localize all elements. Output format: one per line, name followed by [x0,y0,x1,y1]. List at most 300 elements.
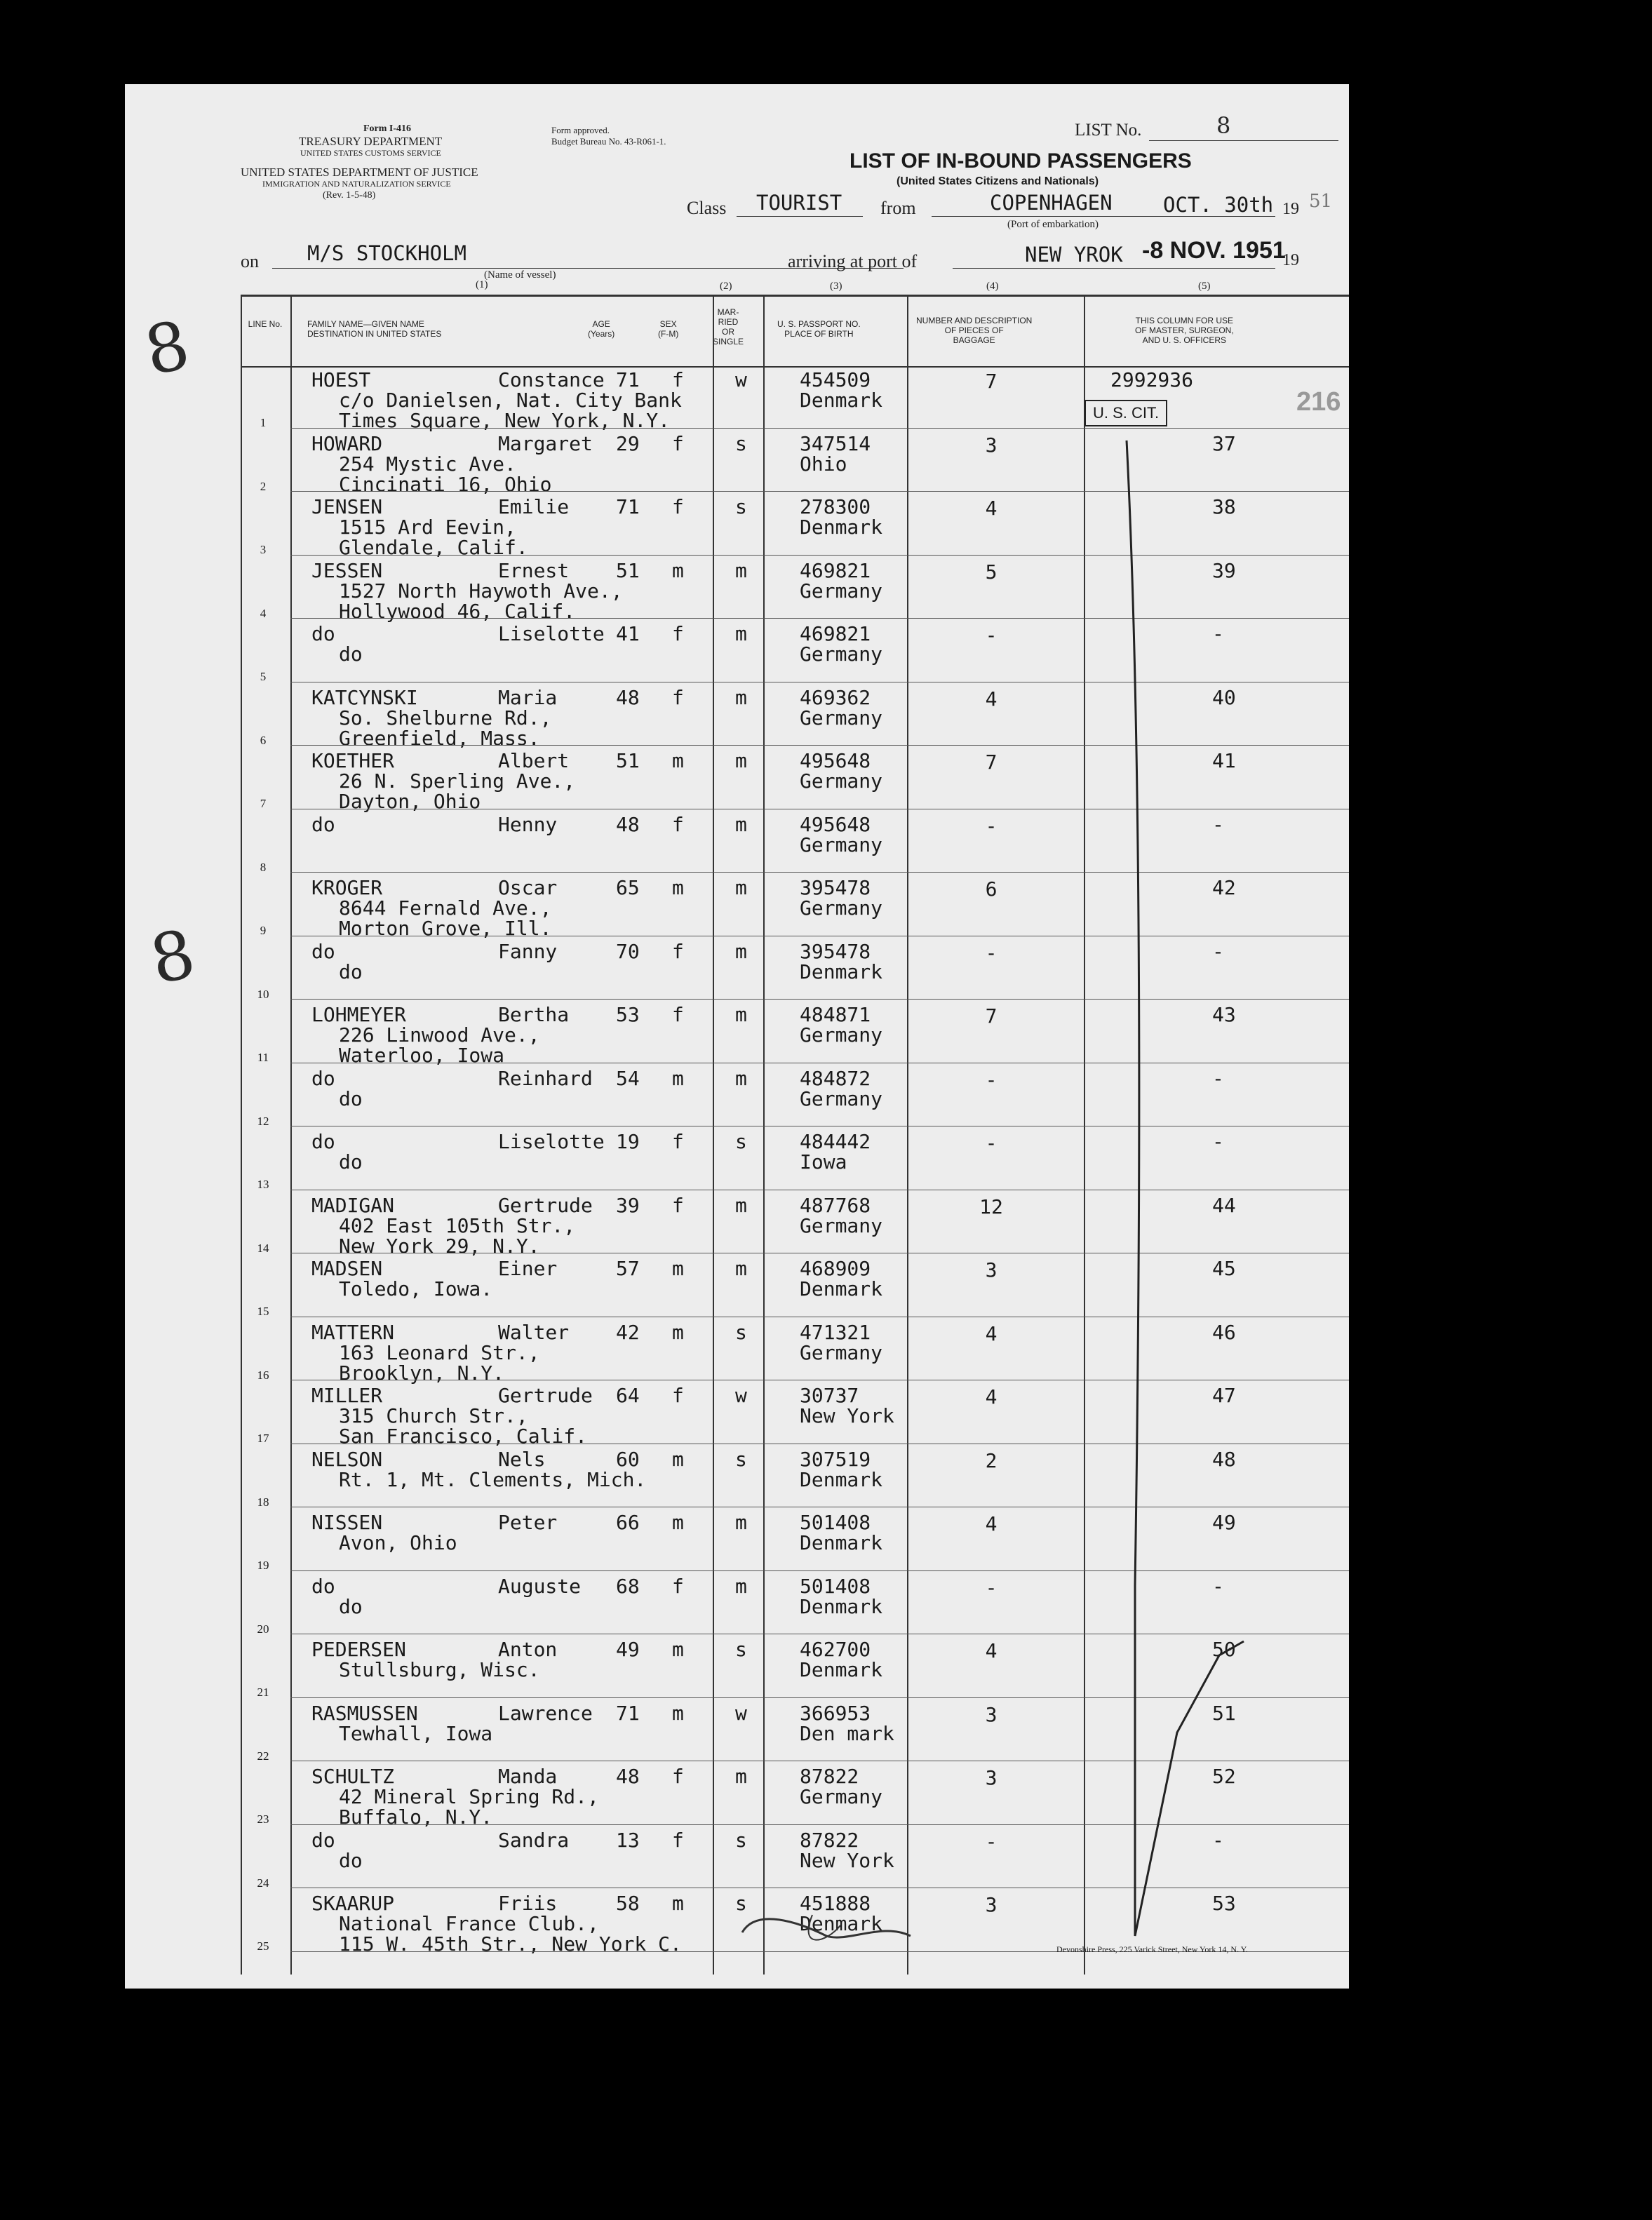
approval-note: Budget Bureau No. 43-R061-1. [551,136,666,147]
marital-status: s [735,1320,747,1344]
line-number: 20 [257,1622,269,1636]
corner-number: 216 [1296,387,1341,417]
marital-status: m [735,685,747,709]
baggage-count: 4 [985,1321,998,1345]
given-name: Einer [498,1257,558,1280]
line-number: 19 [257,1559,269,1572]
sex: f [672,622,684,645]
family-name: NISSEN [311,1511,383,1534]
place-of-birth: Denmark [800,1658,883,1681]
line-number: 3 [260,543,267,556]
sex: m [672,749,684,772]
passport-number: 87822 [800,1765,859,1788]
officer-entry: 48 [1212,1447,1236,1471]
us-citizen-stamp: U. S. CIT. [1084,400,1167,426]
age: 58 [616,1892,640,1915]
age: 51 [616,558,640,582]
destination-address: Brooklyn, N.Y. [339,1361,505,1385]
family-name: MATTERN [311,1320,395,1344]
officer-entry: 53 [1212,1892,1236,1915]
family-name: SCHULTZ [311,1765,395,1788]
header-baggage: NUMBER AND DESCRIPTION OF PIECES OF BAGGAGE [916,316,1033,345]
sex: f [672,812,684,836]
baggage-count: 4 [985,687,998,711]
destination-address: Avon, Ohio [339,1531,457,1554]
family-name: SKAARUP [311,1892,395,1915]
place-of-birth: Germany [800,706,883,729]
destination-address: Morton Grove, Ill. [339,917,552,940]
line-number: 2 [260,479,267,493]
line-number: 13 [257,1178,269,1191]
age: 49 [616,1638,640,1661]
given-name: Bertha [498,1003,570,1026]
line-number: 15 [257,1305,269,1318]
port-of-embarkation: COPENHAGEN [990,191,1113,215]
list-number: 8 [1216,112,1231,139]
line-number: 6 [260,733,267,747]
sex: m [672,558,684,582]
destination-address: 8644 Fernald Ave., [339,896,552,920]
age: 29 [616,431,640,455]
family-name: do [311,1828,335,1852]
given-name: Walter [498,1320,570,1344]
age: 54 [616,1066,640,1090]
passport-number: 87822 [800,1828,859,1852]
dept-line: UNITED STATES DEPARTMENT OF JUSTICE [241,166,478,179]
age: 60 [616,1447,640,1471]
officer-entry: 47 [1212,1384,1236,1407]
destination-address: do [339,1087,363,1110]
destination-address: Waterloo, Iowa [339,1044,505,1067]
baggage-count: - [985,1131,998,1155]
place-of-birth: New York [800,1404,894,1427]
age: 51 [616,749,640,772]
family-name: KOETHER [311,749,395,772]
margin-mark: 8 [144,915,202,1000]
header-officers: THIS COLUMN FOR USE OF MASTER, SURGEON, AND U. S. OFFICERS [1135,316,1234,345]
family-name: HOWARD [311,431,383,455]
age: 19 [616,1130,640,1153]
given-name: Auguste [498,1574,582,1598]
sex: f [672,368,684,391]
sex: f [672,1828,684,1852]
age: 13 [616,1828,640,1852]
given-name: Anton [498,1638,558,1661]
baggage-count: 3 [985,1258,998,1281]
sex: m [672,1447,684,1471]
passport-number: 495648 [800,749,871,772]
place-of-birth: New York [800,1848,894,1872]
given-name: Liselotte [498,622,605,645]
year2-prefix: 19 [1282,251,1299,269]
given-name: Sandra [498,1828,570,1852]
place-of-birth: Denmark [800,1277,883,1300]
baggage-count: 4 [985,497,998,520]
column-number: (1) [476,279,488,290]
destination-address: Buffalo, N.Y. [339,1805,493,1829]
from-label: from [880,198,916,218]
marital-status: w [735,1384,747,1407]
passport-number: 30737 [800,1384,859,1407]
line-number: 1 [260,416,267,429]
baggage-count: - [985,624,998,647]
destination-address: New York 29, N.Y. [339,1234,540,1258]
family-name: NELSON [311,1447,383,1471]
place-of-birth: Iowa [800,1150,847,1173]
marital-status: s [735,431,747,455]
line-number: 7 [260,797,267,810]
approval-note: Form approved. [551,125,610,135]
age: 65 [616,876,640,899]
baggage-count: 3 [985,1893,998,1916]
officer-entry: 38 [1212,495,1236,518]
line-number: 18 [257,1495,269,1509]
marital-status: s [735,1130,747,1153]
sex: f [672,1384,684,1407]
family-name: do [311,1130,335,1153]
destination-address: Cincinati 16, Ohio [339,472,552,496]
marital-status: m [735,1003,747,1026]
form-number: Form I-416 [363,123,412,134]
line-number: 21 [257,1686,269,1699]
family-name: do [311,1066,335,1090]
line-number: 5 [260,670,267,683]
age: 48 [616,1765,640,1788]
passport-number: 484871 [800,1003,871,1026]
checkmark-strokes [125,84,1349,1989]
family-name: do [311,812,335,836]
passport-number: 462700 [800,1638,871,1661]
place-of-birth: Den mark [800,1721,894,1745]
destination-address: 254 Mystic Ave. [339,452,516,476]
passport-number: 484872 [800,1066,871,1090]
marital-status: s [735,1828,747,1852]
given-name: Maria [498,685,558,709]
family-name: HOEST [311,368,371,391]
marital-status: s [735,1892,747,1915]
sex: m [672,1511,684,1534]
destination-address: 42 Mineral Spring Rd., [339,1785,599,1808]
baggage-count: 7 [985,1004,998,1028]
marital-status: m [735,1574,747,1598]
arrival-date-stamp: -8 NOV. 1951 [1142,237,1286,264]
passport-number: 395478 [800,939,871,963]
passport-number: 471321 [800,1320,871,1344]
passport-number: 501408 [800,1511,871,1534]
line-number: 9 [260,924,267,937]
passport-number: 366953 [800,1701,871,1725]
passport-number: 484442 [800,1130,871,1153]
destination-address: Hollywood 46, Calif. [339,599,576,623]
passport-number: 451888 [800,1892,871,1915]
officer-entry: 39 [1212,558,1236,582]
age: 66 [616,1511,640,1534]
age: 68 [616,1574,640,1598]
passport-number: 487768 [800,1193,871,1217]
family-name: JESSEN [311,558,383,582]
vessel-name: M/S STOCKHOLM [307,241,466,265]
family-name: MADSEN [311,1257,383,1280]
place-of-birth: Denmark [800,389,883,412]
officer-entry: 52 [1212,1765,1236,1788]
destination-address: 26 N. Sperling Ave., [339,769,576,793]
header-sex: SEX (F-M) [658,319,679,339]
dept-line: UNITED STATES CUSTOMS SERVICE [300,148,441,158]
marital-status: m [735,1511,747,1534]
family-name: KATCYNSKI [311,685,418,709]
age: 71 [616,368,640,391]
marital-status: m [735,1193,747,1217]
header-married: MAR- RIED OR SINGLE [713,307,744,347]
vessel-caption: (Name of vessel) [484,269,556,281]
age: 48 [616,685,640,709]
arrival-port: NEW YROK [1025,243,1123,267]
place-of-birth: Germany [800,1213,883,1237]
destination-address: do [339,643,363,666]
age: 39 [616,1193,640,1217]
officer-entry: 37 [1212,431,1236,455]
given-name: Fanny [498,939,558,963]
officer-entry: 49 [1212,1511,1236,1534]
baggage-count: 5 [985,560,998,584]
baggage-count: 3 [985,1766,998,1789]
officer-entry: - [1212,1130,1224,1153]
marital-status: m [735,876,747,899]
baggage-count: 3 [985,1702,998,1726]
marital-status: m [735,939,747,963]
line-number: 12 [257,1114,269,1128]
given-name: Reinhard [498,1066,593,1090]
place-of-birth: Germany [800,769,883,793]
passport-number: 395478 [800,876,871,899]
line-number: 25 [257,1939,269,1953]
sex: f [672,1193,684,1217]
arriving-label: arriving at port of [788,251,918,271]
sex: m [672,1701,684,1725]
age: 70 [616,939,640,963]
destination-address: do [339,1150,363,1173]
age: 71 [616,495,640,518]
passport-number: 468909 [800,1257,871,1280]
dept-line: IMMIGRATION AND NATURALIZATION SERVICE [262,179,451,189]
destination-address: Tewhall, Iowa [339,1721,493,1745]
family-name: do [311,1574,335,1598]
marital-status: m [735,622,747,645]
baggage-count: 4 [985,1639,998,1662]
family-name: RASMUSSEN [311,1701,418,1725]
age: 41 [616,622,640,645]
sex: f [672,1003,684,1026]
marital-status: w [735,368,747,391]
line-number: 24 [257,1876,269,1890]
family-name: do [311,939,335,963]
destination-address: Greenfield, Mass. [339,726,540,750]
sex: m [672,1066,684,1090]
baggage-count: 12 [979,1195,1003,1218]
marital-status: s [735,1638,747,1661]
destination-address: Times Square, New York, N.Y. [339,409,671,432]
destination-address: c/o Danielsen, Nat. City Bank [339,389,682,412]
line-number: 22 [257,1749,269,1763]
officer-entry: 42 [1212,876,1236,899]
port-caption: (Port of embarkation) [1007,219,1099,230]
officer-entry: - [1212,939,1224,963]
line-number: 8 [260,860,267,874]
baggage-count: 4 [985,1512,998,1535]
officer-entry: 46 [1212,1320,1236,1344]
header-line-no: LINE No. [248,319,283,329]
sex: f [672,495,684,518]
baggage-count: - [985,941,998,964]
sex: m [672,1892,684,1915]
destination-address: 115 W. 45th Str., New York C. [339,1932,682,1956]
place-of-birth: Germany [800,579,883,603]
sex: f [672,685,684,709]
baggage-count: 3 [985,433,998,457]
sex: m [672,1257,684,1280]
sex: f [672,1130,684,1153]
officer-entry: - [1212,1828,1224,1852]
age: 53 [616,1003,640,1026]
column-number: (4) [986,281,999,292]
passport-number: 278300 [800,495,871,518]
line-number: 14 [257,1241,269,1255]
given-name: Gertrude [498,1193,593,1217]
destination-address: 315 Church Str., [339,1404,528,1427]
given-name: Ernest [498,558,570,582]
margin-mark: 8 [138,306,196,391]
line-number: 10 [257,987,269,1001]
class-label: Class [687,198,727,218]
family-name: MILLER [311,1384,383,1407]
sex: f [672,1765,684,1788]
destination-address: Rt. 1, Mt. Clements, Mich. [339,1467,647,1491]
officer-entry: 41 [1212,749,1236,772]
page-title: LIST OF IN-BOUND PASSENGERS [849,149,1192,173]
baggage-count: - [985,1068,998,1091]
given-name: Friis [498,1892,558,1915]
age: 48 [616,812,640,836]
sex: m [672,1320,684,1344]
destination-address: do [339,960,363,983]
passport-number: 469821 [800,558,871,582]
printer-imprint: Devonshire Press, 225 Varick Street, New York 14, N. Y. [1056,1944,1248,1954]
destination-address: 163 Leonard Str., [339,1340,540,1364]
place-of-birth: Denmark [800,1912,883,1935]
marital-status: s [735,495,747,518]
age: 42 [616,1320,640,1344]
destination-address: So. Shelburne Rd., [339,706,552,729]
destination-address: 402 East 105th Str., [339,1213,576,1237]
age: 71 [616,1701,640,1725]
destination-address: National France Club., [339,1912,599,1935]
marital-status: w [735,1701,747,1725]
officer-entry: 40 [1212,685,1236,709]
officer-entry: - [1212,622,1224,645]
given-name: Oscar [498,876,558,899]
destination-address: San Francisco, Calif. [339,1425,588,1448]
place-of-birth: Germany [800,833,883,856]
baggage-count: 2 [985,1448,998,1472]
place-of-birth: Germany [800,1340,883,1364]
passport-number: 501408 [800,1574,871,1598]
officer-entry: 50 [1212,1638,1236,1661]
header-name: FAMILY NAME—GIVEN NAME DESTINATION IN UNITED STATES [307,319,442,339]
officer-entry: 51 [1212,1701,1236,1725]
passport-number: 469821 [800,622,871,645]
destination-address: Stullsburg, Wisc. [339,1658,540,1681]
given-name: Liselotte [498,1130,605,1153]
place-of-birth: Germany [800,1785,883,1808]
class-value: TOURIST [756,191,842,215]
family-name: JENSEN [311,495,383,518]
place-of-birth: Denmark [800,1467,883,1491]
officer-entry: - [1212,1574,1224,1598]
baggage-count: - [985,1829,998,1853]
place-of-birth: Germany [800,896,883,920]
list-label: LIST No. [1075,121,1142,140]
passport-number: 454509 [800,368,871,391]
marital-status: m [735,1066,747,1090]
family-name: LOHMEYER [311,1003,406,1026]
destination-address: Glendale, Calif. [339,536,528,559]
manifest-sheet [125,84,1349,1989]
officer-entry: 44 [1212,1193,1236,1217]
given-name: Emilie [498,495,570,518]
header-passport: U. S. PASSPORT NO. PLACE OF BIRTH [777,319,861,339]
column-number: (3) [830,281,842,292]
passport-number: 469362 [800,685,871,709]
officer-entry: 2992936 [1110,368,1194,391]
sex: m [672,1638,684,1661]
column-number: (5) [1198,281,1211,292]
line-number: 4 [260,606,267,620]
baggage-count: 7 [985,370,998,393]
line-number: 17 [257,1432,269,1445]
given-name: Lawrence [498,1701,593,1725]
destination-address: do [339,1848,363,1872]
given-name: Gertrude [498,1384,593,1407]
marital-status: s [735,1447,747,1471]
destination-address: do [339,1594,363,1618]
given-name: Margaret [498,431,593,455]
sex: f [672,1574,684,1598]
line-number: 16 [257,1368,269,1382]
officer-entry: 43 [1212,1003,1236,1026]
sex: f [672,939,684,963]
destination-address: 1515 Ard Eevin, [339,516,516,539]
marital-status: m [735,558,747,582]
destination-address: 226 Linwood Ave., [339,1023,540,1047]
dept-line: TREASURY DEPARTMENT [299,135,443,148]
year-prefix: 19 [1282,200,1299,218]
baggage-count: - [985,814,998,837]
baggage-count: 7 [985,751,998,774]
family-name: PEDERSEN [311,1638,406,1661]
baggage-count: 6 [985,877,998,901]
family-name: KROGER [311,876,383,899]
place-of-birth: Germany [800,643,883,666]
destination-address: 1527 North Haywoth Ave., [339,579,623,603]
place-of-birth: Denmark [800,960,883,983]
age: 57 [616,1257,640,1280]
column-number: (2) [720,281,732,292]
given-name: Peter [498,1511,558,1534]
baggage-count: 4 [985,1385,998,1408]
given-name: Albert [498,749,570,772]
passport-number: 307519 [800,1447,871,1471]
dept-line: (Rev. 1-5-48) [323,190,376,201]
